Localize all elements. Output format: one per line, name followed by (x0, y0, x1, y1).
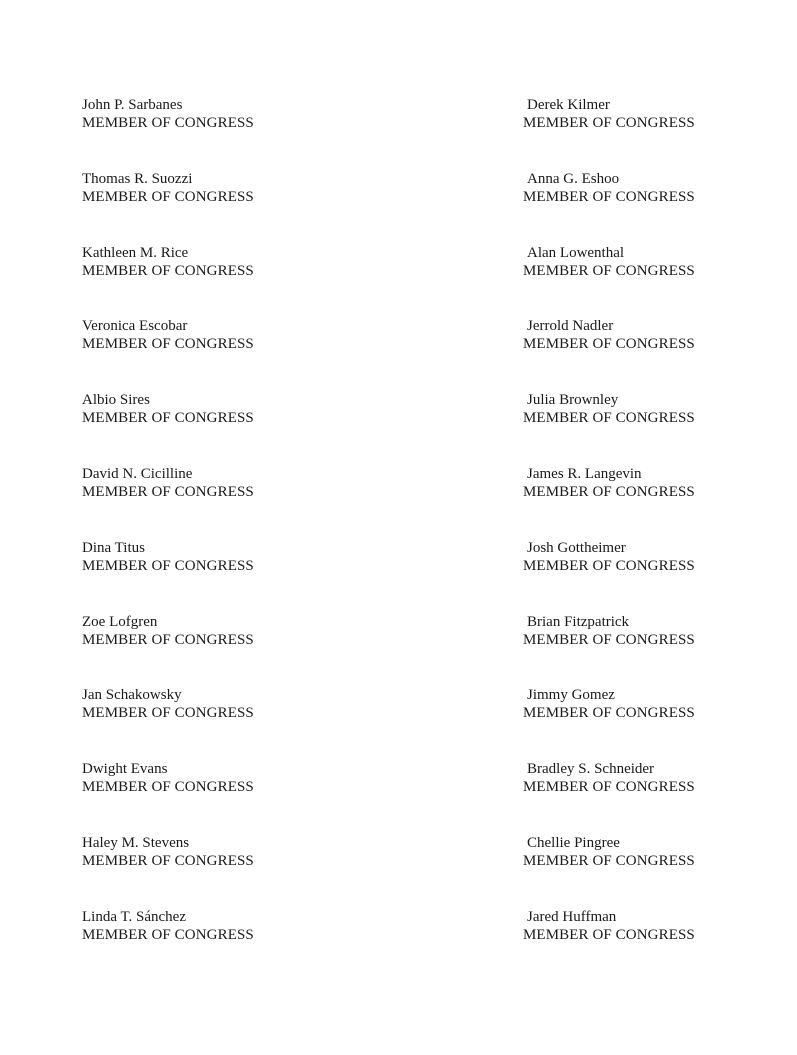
signatory-name: Jan Schakowsky (82, 687, 182, 704)
signatory-name: Jared Huffman (527, 908, 617, 925)
signatory-name: Anna G. Eshoo (527, 170, 620, 187)
signatory-block (523, 465, 797, 539)
signatory-title: MEMBER OF CONGRESS (523, 926, 695, 943)
signatory-block (523, 539, 797, 613)
signatory-name: Veronica Escobar (82, 318, 188, 335)
signatory-block (523, 613, 797, 687)
signatory-name: Alan Lowenthal (527, 244, 625, 261)
signatory-name: Linda T. Sánchez (82, 908, 186, 925)
signatory-block (82, 317, 382, 391)
signatory-title: MEMBER OF CONGRESS (523, 852, 695, 869)
signatory-title: MEMBER OF CONGRESS (523, 262, 695, 279)
signatory-title: MEMBER OF CONGRESS (82, 336, 254, 353)
signatory-block (82, 465, 382, 539)
signatory-block (82, 170, 382, 244)
signatory-name: Jimmy Gomez (527, 687, 615, 704)
signatory-title: MEMBER OF CONGRESS (523, 705, 695, 722)
signatory-title: MEMBER OF CONGRESS (82, 483, 254, 500)
signatory-column-left (82, 96, 382, 982)
signatory-block (82, 908, 382, 982)
signatory-block (523, 244, 797, 318)
signatory-name: Dwight Evans (82, 761, 168, 778)
signatory-column-right (523, 96, 797, 982)
signatory-title: MEMBER OF CONGRESS (82, 410, 254, 427)
signatory-title: MEMBER OF CONGRESS (82, 779, 254, 796)
signatory-block (523, 170, 797, 244)
signatory-title: MEMBER OF CONGRESS (82, 115, 254, 131)
signatory-block (82, 96, 382, 170)
signatory-block (523, 834, 797, 908)
signatory-name: Thomas R. Suozzi (82, 170, 193, 187)
signatory-name: Albio Sires (82, 392, 150, 409)
signatory-name: Julia Brownley (527, 392, 619, 409)
signatory-block (523, 96, 797, 170)
signatory-name: Brian Fitzpatrick (527, 613, 630, 630)
signatory-block (82, 539, 382, 613)
signatory-name: Zoe Lofgren (82, 613, 158, 630)
signatory-title: MEMBER OF CONGRESS (82, 188, 254, 205)
signatory-block (82, 686, 382, 760)
signatory-block (523, 391, 797, 465)
signatory-block (82, 834, 382, 908)
signatory-name: Josh Gottheimer (527, 539, 626, 556)
signatory-block (82, 613, 382, 687)
signatory-title: MEMBER OF CONGRESS (82, 852, 254, 869)
signatory-title: MEMBER OF CONGRESS (523, 115, 695, 131)
signatory-title: MEMBER OF CONGRESS (523, 336, 695, 353)
signatory-name: Dina Titus (82, 539, 145, 556)
signatory-block (523, 908, 797, 982)
signatory-name: Jerrold Nadler (527, 318, 614, 335)
signatory-name: John P. Sarbanes (82, 97, 183, 113)
signatory-title: MEMBER OF CONGRESS (82, 705, 254, 722)
signatory-title: MEMBER OF CONGRESS (523, 557, 695, 574)
signatory-name: David N. Cicilline (82, 465, 193, 482)
signatory-block (523, 686, 797, 760)
signatory-title: MEMBER OF CONGRESS (523, 410, 695, 427)
signatory-block (523, 760, 797, 834)
signatory-title: MEMBER OF CONGRESS (523, 188, 695, 205)
signatory-title: MEMBER OF CONGRESS (82, 557, 254, 574)
signatory-name: Haley M. Stevens (82, 834, 190, 851)
signatory-name: Bradley S. Schneider (527, 761, 655, 778)
signatory-name: James R. Langevin (527, 465, 642, 482)
signatory-title: MEMBER OF CONGRESS (82, 631, 254, 648)
signatory-title: MEMBER OF CONGRESS (82, 262, 254, 279)
signatory-title: MEMBER OF CONGRESS (523, 779, 695, 796)
signatory-block (523, 317, 797, 391)
signatory-title: MEMBER OF CONGRESS (523, 631, 695, 648)
signatory-name: Derek Kilmer (527, 97, 610, 113)
signatory-block (82, 391, 382, 465)
signatory-block (82, 244, 382, 318)
signatory-name: Kathleen M. Rice (82, 244, 189, 261)
signatory-name: Chellie Pingree (527, 834, 620, 851)
signatory-title: MEMBER OF CONGRESS (82, 926, 254, 943)
signatory-title: MEMBER OF CONGRESS (523, 483, 695, 500)
signatory-block (82, 760, 382, 834)
